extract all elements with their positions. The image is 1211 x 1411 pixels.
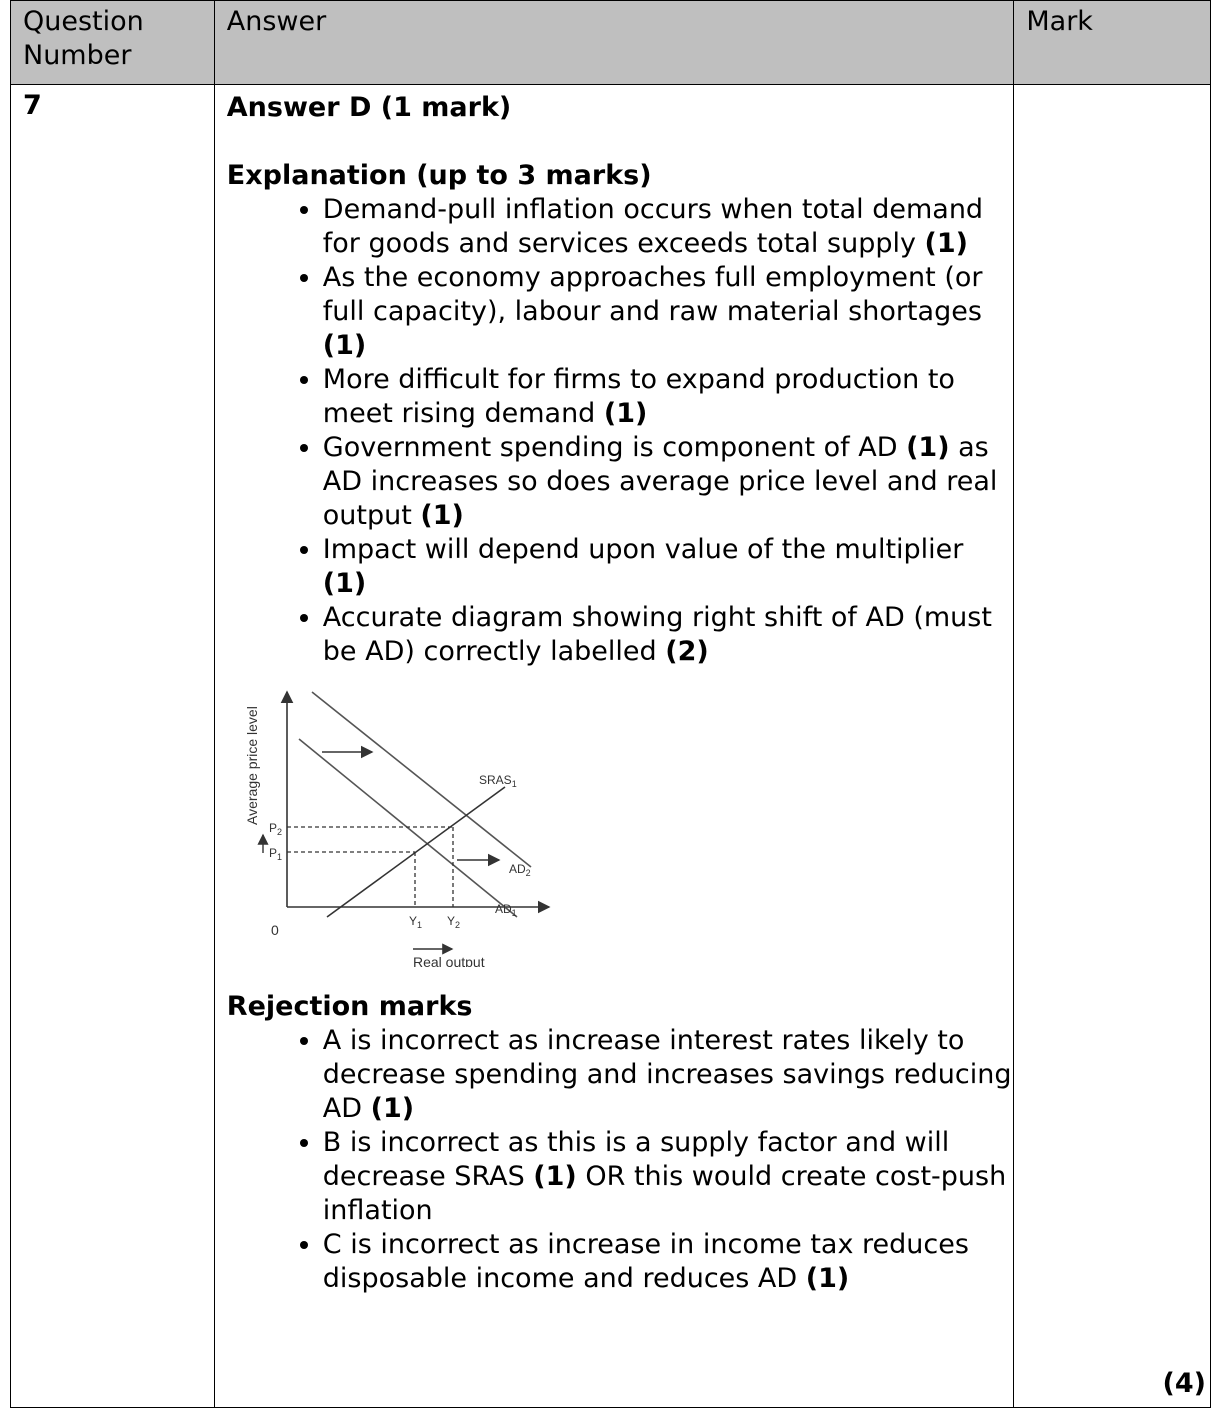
explanation-heading: Explanation (up to 3 marks)	[226, 160, 652, 191]
header-answer: Answer	[214, 1, 1014, 85]
explanation-item: • Demand-pull inflation occurs when total demand for goods and services exceeds total supply (1)	[323, 193, 1014, 261]
y-axis-label: Average price level	[243, 706, 260, 825]
p1-label: $P_1$	[268, 846, 282, 862]
header-mark: Mark	[1014, 1, 1211, 85]
total-mark: (4)	[1162, 1368, 1206, 1399]
y2-label: $Y_2$	[446, 914, 460, 930]
rejection-item: • A is incorrect as increase interest rates likely to decrease spending and increases savings reducing AD (1)	[323, 1024, 1014, 1126]
ad-shift-diagram	[227, 677, 557, 967]
question-row	[11, 85, 1211, 1408]
rejection-heading: Rejection marks	[226, 991, 473, 1022]
answer-line: Answer D (1 mark)	[226, 92, 512, 123]
origin-label: 0	[270, 922, 279, 938]
explanation-list	[227, 193, 1014, 669]
explanation-item: • More difficult for firms to expand production to meet rising demand (1)	[323, 363, 1014, 431]
question-number: 7	[23, 90, 42, 121]
rejection-item: • B is incorrect as this is a supply factor and will decrease SRAS (1) OR this would create cost-push inflation	[323, 1126, 1014, 1228]
p2-label: $P_2$	[268, 821, 282, 837]
x-axis-label: Real output	[412, 954, 485, 967]
question-number-cell	[11, 85, 215, 1408]
explanation-item: • Impact will depend upon value of the multiplier (1)	[323, 533, 1014, 601]
rejection-list	[227, 1024, 1014, 1296]
header-question-number: Question Number	[11, 1, 215, 85]
answer-cell	[214, 85, 1014, 1408]
explanation-item: • Accurate diagram showing right shift of AD (must be AD) correctly labelled (2)	[323, 601, 1014, 669]
explanation-item: • Government spending is component of AD (1) as AD increases so does average price level and real output (1)	[323, 431, 1014, 533]
header-row	[11, 1, 1211, 85]
explanation-item: • As the economy approaches full employment (or full capacity), labour and raw material shortages (1)	[323, 261, 1014, 363]
ad1-label: $AD_1$	[494, 902, 517, 918]
ad2-label: $AD_2$	[508, 862, 531, 878]
ad1-curve	[299, 739, 517, 917]
y1-label: $Y_1$	[408, 914, 422, 930]
rejection-item: • C is incorrect as increase in income tax reduces disposable income and reduces AD (1)	[323, 1228, 1014, 1296]
sras-label: $SRAS_1$	[478, 773, 517, 789]
mark-scheme-table	[10, 0, 1211, 1408]
mark-cell	[1014, 85, 1211, 1408]
